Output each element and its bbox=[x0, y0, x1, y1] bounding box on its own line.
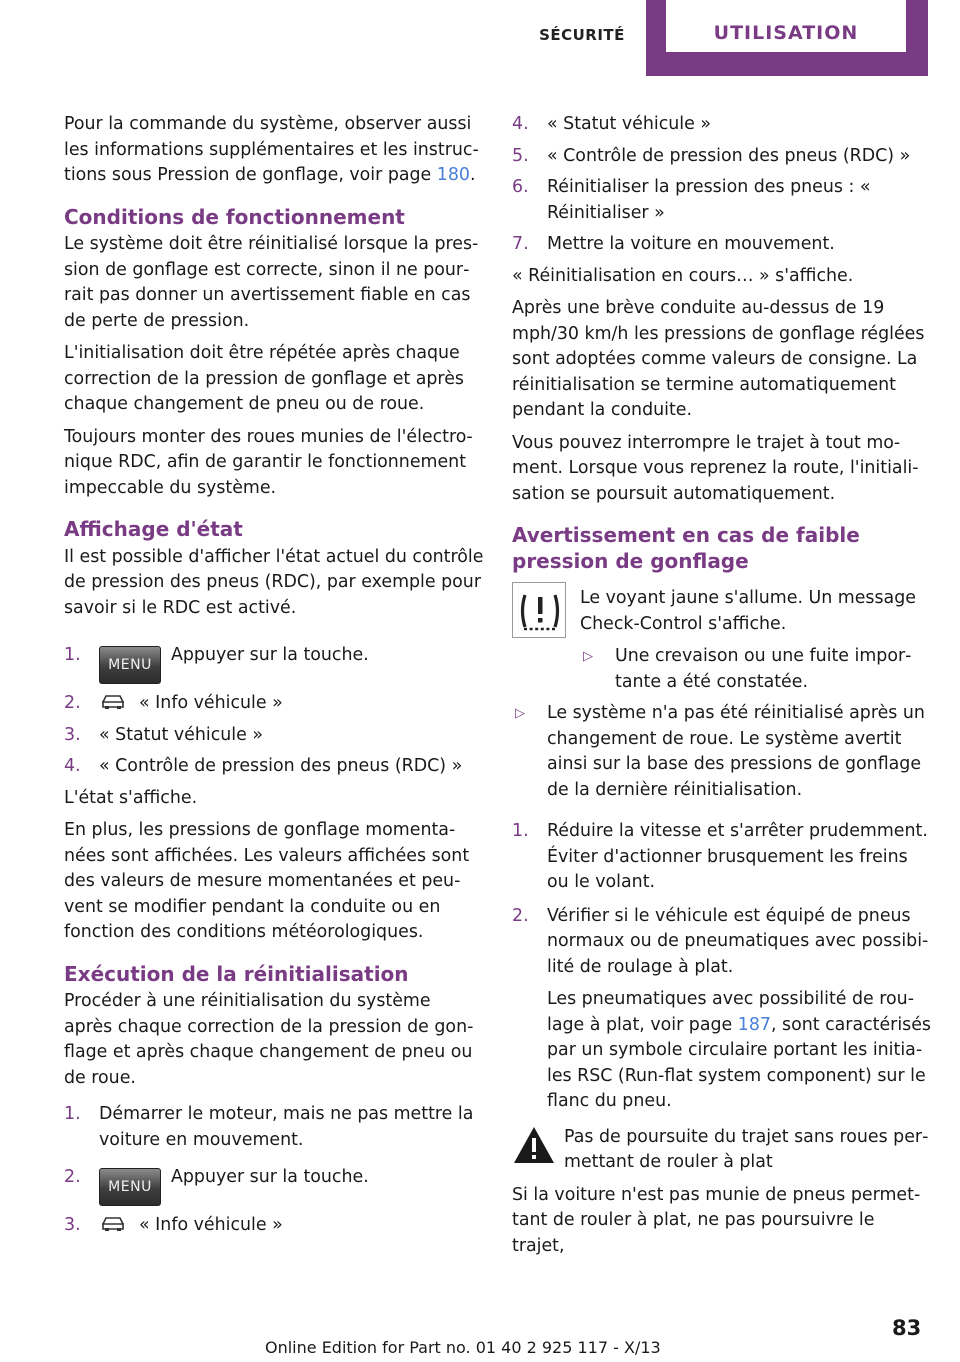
tab-utilisation-label: UTILISATION bbox=[713, 22, 859, 44]
warning-block bbox=[512, 1125, 932, 1179]
tab-securite: SÉCURITÉ bbox=[539, 26, 625, 44]
list-number: 4. bbox=[64, 756, 81, 776]
bullet-item: ▷ Une crevaison ou une fuite importante a été constatée. bbox=[583, 646, 912, 692]
menu-button-icon: MENU bbox=[99, 1168, 161, 1206]
intro-paragraph: Pour la commande du système, observer aussi les informations supplémentaires et les instructions sous Pression de gonflage, voir page 180. bbox=[64, 114, 479, 185]
paragraph: En plus, les pressions de gonflage momentanées sont affichées. Les valeurs affichées sont des valeurs de mesure momentanées et peuvent se modifier pendant la conduite ou en fonction des conditions météorologiques. bbox=[64, 820, 470, 942]
warning-title: Pas de poursuite du trajet sans roues permettant de rouler à plat bbox=[564, 1126, 929, 1172]
footer-edition: Online Edition for Part no. 01 40 2 925 117 - X/13 bbox=[265, 1338, 661, 1357]
paragraph: Le système doit être réinitialisé lorsque la pression de gonflage est correcte, sinon il ne pourrait pas donner un avertissement fiable en cas de perte de pression. bbox=[64, 234, 479, 331]
list-item: 1. Démarrer le moteur, mais ne pas mettre la voiture en mouvement. bbox=[64, 1104, 474, 1150]
list-number: 2. bbox=[64, 1167, 81, 1187]
right-column bbox=[512, 112, 932, 1266]
heading-execution: Exécution de la réinitialisation bbox=[64, 961, 409, 986]
list-item: 3. « Statut véhicule » bbox=[64, 723, 484, 749]
bullet-triangle-icon: ▷ bbox=[515, 706, 525, 721]
list-subparagraph: Les pneumatiques avec possibilité de roulage à plat, voir page 187, sont caractérisés par un symbole circulaire portant les initiales RSC (Run-flat system component) sur le flanc du pneu. bbox=[547, 989, 931, 1111]
paragraph: Si la voiture n'est pas munie de pneus permettant de rouler à plat, ne pas poursuivre le trajet, bbox=[512, 1184, 921, 1256]
paragraph: L'initialisation doit être répétée après chaque correction de la pression de gonflage et après chaque changement de pneu ou de roue. bbox=[64, 343, 464, 414]
car-icon bbox=[99, 691, 127, 711]
list-item: 1. MENU Appuyer sur la touche. bbox=[64, 643, 484, 684]
list-item: 3. « Info véhicule » bbox=[64, 1213, 484, 1239]
heading-conditions: Conditions de fonctionnement bbox=[64, 204, 405, 229]
paragraph: Procéder à une réinitialisation du système après chaque correction de la pression de gonflage et après chaque changement de pneu ou de roue. bbox=[64, 991, 474, 1088]
heading-avertissement: Avertissement en cas de faible pression de gonflage bbox=[512, 523, 860, 573]
list-item: 2. « Info véhicule » bbox=[64, 691, 484, 717]
list-number: 3. bbox=[64, 724, 81, 745]
list-item: 4. « Statut véhicule » bbox=[512, 112, 932, 138]
list-number: 2. bbox=[512, 905, 529, 926]
list-item: 2. Vérifier si le véhicule est équipé de pneus normaux ou de pneumatiques avec possibilité de roulage à plat. Les pneumatiques avec possibilité de roulage à plat, voir page 187, sont caractérisés par un symbole circulaire portant les initiales RSC (Run-flat system component) sur le flanc du pneu. bbox=[512, 904, 932, 1115]
page-link-180[interactable]: 180 bbox=[436, 165, 470, 185]
list-number: 3. bbox=[64, 1215, 81, 1235]
list-number: 6. bbox=[512, 177, 529, 197]
list-number: 7. bbox=[512, 234, 529, 254]
paragraph: Toujours monter des roues munies de l'électronique RDC, afin de garantir le fonctionnement impeccable du système. bbox=[64, 426, 473, 498]
paragraph: Vous pouvez interrompre le trajet à tout moment. Lorsque vous reprenez la route, l'initialisation se poursuit automatiquement. bbox=[512, 432, 919, 504]
paragraph: L'état s'affiche. bbox=[64, 787, 198, 808]
list-item: 5. « Contrôle de pression des pneus (RDC) » bbox=[512, 144, 932, 170]
tire-pressure-warning-icon bbox=[512, 582, 566, 638]
car-icon bbox=[99, 1213, 127, 1233]
tab-utilisation bbox=[646, 0, 928, 76]
page-number: 83 bbox=[892, 1316, 922, 1340]
list-number: 4. bbox=[512, 114, 529, 134]
list-number: 1. bbox=[64, 1104, 81, 1124]
list-item: 2. MENU Appuyer sur la touche. bbox=[64, 1165, 484, 1206]
left-column bbox=[64, 112, 484, 1245]
list-item: 1. Réduire la vitesse et s'arrêter prudemment. Éviter d'actionner brusquement les freins ou le volant. bbox=[512, 821, 928, 892]
bullet-item: ▷ Le système n'a pas été réinitialisé après un changement de roue. Le système avertit ainsi sur la base des pressions de gonflage de la dernière réinitialisation. bbox=[515, 703, 925, 800]
indicator-block bbox=[512, 586, 932, 695]
menu-button-icon: MENU bbox=[99, 646, 161, 684]
paragraph: Après une brève conduite au-dessus de 19 mph/30 km/h les pressions de gonflage réglées sont adoptées comme valeurs de consigne. La réinitialisation se termine automatiquement pendant la conduite. bbox=[512, 298, 925, 420]
list-number: 5. bbox=[512, 145, 529, 166]
list-item: 7. Mettre la voiture en mouvement. bbox=[512, 232, 932, 258]
page-link-187[interactable]: 187 bbox=[737, 1014, 771, 1035]
paragraph: « Réinitialisation en cours… » s'affiche. bbox=[512, 265, 854, 286]
paragraph: Il est possible d'afficher l'état actuel du contrôle de pression des pneus (RDC), par exemple pour savoir si le RDC est activé. bbox=[64, 546, 484, 618]
list-number: 1. bbox=[512, 821, 529, 841]
heading-affichage: Affichage d'état bbox=[64, 517, 243, 541]
list-item: 6. Réinitialiser la pression des pneus : « Réinitialiser » bbox=[512, 177, 871, 223]
list-number: 1. bbox=[64, 645, 81, 665]
list-number: 2. bbox=[64, 693, 81, 713]
bullet-triangle-icon: ▷ bbox=[583, 649, 593, 664]
warning-triangle-icon bbox=[512, 1125, 556, 1165]
paragraph: Le voyant jaune s'allume. Un message Check-Control s'affiche. bbox=[580, 588, 916, 634]
list-item: 4. « Contrôle de pression des pneus (RDC) » bbox=[64, 754, 484, 780]
